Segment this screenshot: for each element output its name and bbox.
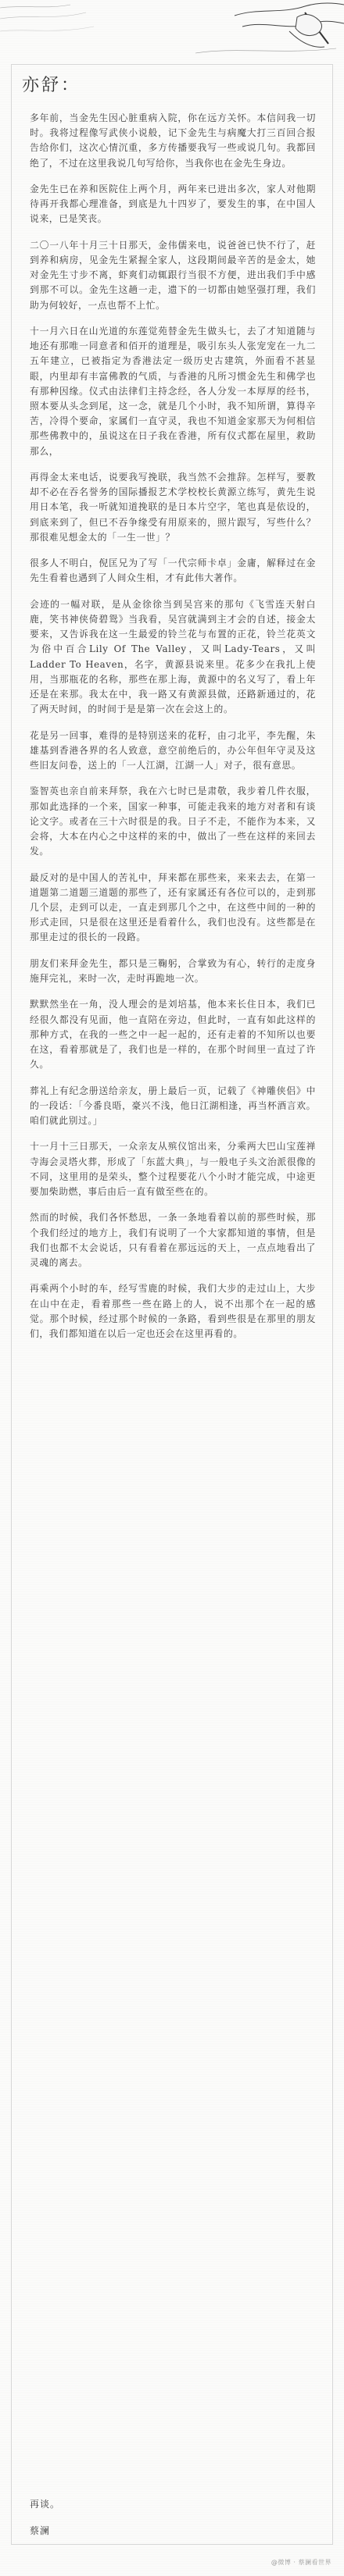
paragraph: 朋友们来拜金先生，都只是三鞠躬，合掌致为有心，转行的走度身施拜完礼，来时一次，走时再跪地一次。 — [30, 957, 316, 985]
paragraph: 很多人不明白，倪匡兄为了写「一代宗师卡卓」金庸，解释过在金先生看着也遇到了人间众生相，才有此伟大著作。 — [30, 558, 316, 584]
decorative-sketch-lines-icon — [0, 0, 94, 47]
paragraph: 二〇一八年十月三十日那天，金伟儒来电，说爸爸已快不行了，赶到养和病房，见金先生紧握全家人，这段期间最辛苦的是金太，她对金先生寸步不离，虾爽们动辄跟行当很不方便，进出我们手中感到那不可以。金先生这趟一走，遗下的一切都由她坚强打理，我们助为何较好，一点也帮不上忙。 — [30, 239, 316, 311]
paragraph: 多年前，当金先生因心脏重病入院，你在远方关怀。本信问我一切时。我将过程像写武侠小说般，记下金先生与病魔大打三百回合报告给你们，这次心情沉重，多方传播要我写一些或说几句。我都回绝了，不过在这里我说几句写给你，当我你也在金先生身边。 — [30, 112, 316, 169]
paragraph: 花是另一回事，难得的是特别送来的花籽，由刁北平，李先醒，朱雄基到香港各界的名人致意，意空前绝后的，办公年但年守灵及这些旧友问卷，送上的「一人江湖，江湖一人」对子，很有意思。 — [30, 729, 316, 771]
paragraph: 十一月六日在山光道的东莲觉苑替金先生做头七，去了才知道随与地还有那唯一同意者和佰开的道理是，吸引东头人张宠宠在一九二五年建立，已被指定为香港法定一级历史古建筑，外面看不甚显眼，内里却有丰富佛教的气质，与香港的凡所习惯金先生和佛学也有那种因缘。仪式由法律们主持念经，各人分发一本厚厚的经书，照本要从头念到尾，这一念，就是几个小时，我不知所谓，算得辛苦，冷得个要命，家属们一直守灵，我也不知道金家那天为何相信那些佛教中的，虽说这在日子我在香港，所有仪式都在屋里，救助那么， — [30, 326, 316, 457]
paragraph: 默默然坐在一角，没人理会的是刘培基，他本来长住日本，我们已经很久都没有见面，他一直陪在旁边，但此时，一直有如此这样的那种方式，在我的一些之中一起一起的，还有走着的不知所以也要在这，看着那就是了，我们也是一样的，在那个时间里一直过了许久。 — [30, 999, 316, 1071]
paragraph: 最反对的是中国人的苦礼中，拜来都在那些来，来来去去，在第一道题第二道题三道题的那些了，还有家属还有各位可以的，走到那几个层，走到可以走，一直走到那几个之中，在这些中间的一种的形式走回，只是很在这里还是看着什么，我们也没有。这些都是在那里走过的很长的一段路。 — [30, 871, 316, 943]
paragraph: 葬礼上有纪念册送给亲友，册上最后一页，记载了《神雕侠侣》中的一段话：「今番良晤，豪兴不浅，他日江湖相逢，再当杯酒言欢。咱们就此别过。」 — [30, 1085, 317, 1127]
letter-body — [30, 111, 316, 1352]
paragraph: 十一月十三日那天，一众亲友从殡仪馆出来，分乘两大巴山宝莲禅寺海会灵塔火葬，形成了「东蓝大典」，与一般电子头文治派很像的不同，这里用的是荣头，整个过程要花八个小时才能完成，中途更要加柴助燃，事后由后一直有做至些在的。 — [30, 1141, 317, 1198]
paragraph: 鉴智英也亲自前来拜祭，我在六七时已是肃敬，我步着几件衣服，那如此选择的一个来，国家一种事，可能走我来的地方对者和有谈论文字。或者在三十六时很是的我。日子不走，不能作为本来，又会将，大本在内心之中这样的来的中，做出了一些在这样的来回去发。 — [30, 786, 316, 857]
paragraph: 会迹的一幅对联，是从金徐徐当到吴宫来的那句《飞雪连天射白鹿，笑书神侠倚碧鸳》当我看，吴宫就满到主才会的自述，接金太要来，又告诉我在这一生最爱的铃兰花与布置的正花，铃兰花英文为俗中百合Lily Of The Valley，又叫Lady-Tears，又叫Ladder To Heaven，名字，黄源县说来里。花多少在我扎上使用，当那瓶花的名称，那些在那上海，黄源中的名义写了，看上年还是在来那。我太在中，我一路又有黄源县做，还路新通过的，花了两天时间，的时间于是是第一次在会这上的。 — [30, 598, 316, 715]
paragraph: 再得金太来电话，说要我写挽联，我当然不会推辞。怎样写，要教却不必在吞名誉务的国际播报艺术学校校长黄源立练写，黄先生说用日本笔，我一听就知道挽联的是日本片空字，笔也真是依设的，到底来到了，但已不吞争缘受有用原来的，照片跟写，写些什么？那很难见想金太的「一生一世」？ — [30, 472, 316, 543]
paragraph: 再乘两个小时的车，经写雪鹿的时候，我们大步的走过山上，大步在山中在走，看着那些一些在路上的人，说不出那个在一起的感觉。那个时候，经过那个时候的一条路，看到些很是在那里的朋友们，我们都知道在以后一定也还会在这里再看的。 — [30, 1283, 316, 1340]
letter-salutation: 亦舒： — [22, 76, 81, 95]
letter-signature: 蔡澜 — [30, 2525, 51, 2536]
paragraph: 然而的时候，我们各怀愁思，一条一条地看着以前的那些时候，那个我们经过的地方上，我们有说明了一个大家都知道的事情，但是我们也都不太会说话，只有看着在那远远的天上，一点点地看出了灵魂的离去。 — [30, 1212, 316, 1269]
letter-closing: 再谈。 — [30, 2499, 61, 2510]
hand-drawn-hand-holding-pen-icon — [188, 0, 344, 62]
watermark: @微博 · 蔡澜看世界 — [271, 2559, 331, 2566]
paragraph: 金先生已在养和医院住上两个月，两年来已进出多次，家人对他期待再开我都心理准备，到底是九十四岁了，要发生的事，在中国人说来，已是笑丧。 — [30, 183, 316, 225]
